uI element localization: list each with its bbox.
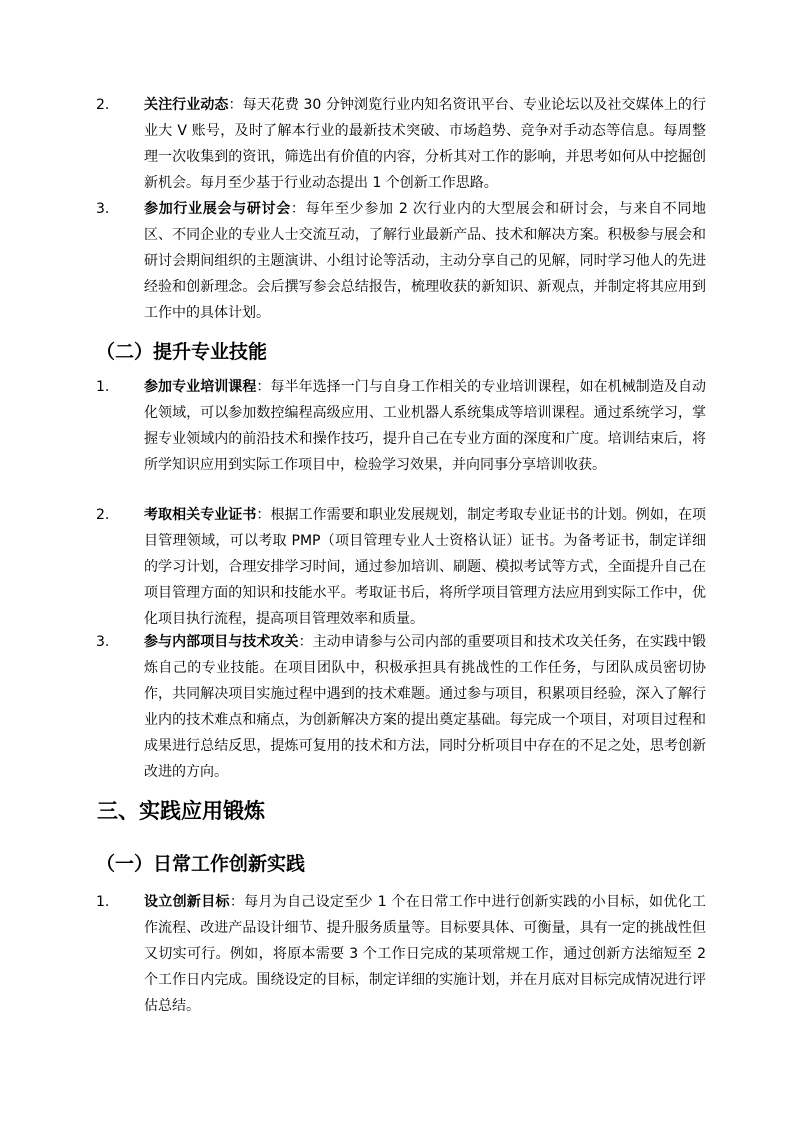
- list-item-text: ：每天花费 30 分钟浏览行业内知名资讯平台、专业论坛以及社交媒体上的行业大 V 账号，及时了解本行业的最新技术突破、市场趋势、竞争对手动态等信息。每周整理一次收集到的资讯，筛选出有价值的内容，分析其对工作的影响，并思考如何从中挖掘创新机会。每月至少基于行业动态提出 1 个创新工作思路。: [144, 97, 707, 191]
- list-item-term: 设立创新目标: [144, 894, 230, 910]
- section-heading-daily-innovation: （一）日常工作创新实践: [96, 853, 306, 875]
- list-number: 1.: [96, 379, 110, 395]
- list-number: 1.: [96, 894, 110, 910]
- section-heading-improve-skills: （二）提升专业技能: [96, 341, 268, 363]
- list-item-term: 参加行业展会与研讨会: [144, 201, 291, 217]
- list-number: 2.: [96, 507, 110, 523]
- list-item-text: ：根据工作需要和职业发展规划，制定考取专业证书的计划。例如，在项目管理领域，可以考取 PMP（项目管理专业人士资格认证）证书。为备考证书，制定详细的学习计划，合理安排学习时间，通过参加培训、刷题、模拟考试等方式，全面提升自己在项目管理方面的知识和技能水平。考取证书后，将所学项目管理方法应用到实际工作中，优化项目执行流程，提高项目管理效率和质量。: [144, 507, 707, 627]
- list-item: [96, 889, 706, 1019]
- list-number: 3.: [96, 634, 110, 650]
- list-item: [96, 92, 706, 196]
- list-item: [96, 374, 706, 478]
- list-item: [96, 196, 706, 326]
- list-item: [96, 502, 706, 632]
- list-item-text: ：每半年选择一门与自身工作相关的专业培训课程，如在机械制造及自动化领域，可以参加数控编程高级应用、工业机器人系统集成等培训课程。通过系统学习，掌握专业领域内的前沿技术和操作技巧，提升自己在专业方面的深度和广度。培训结束后，将所学知识应用到实际工作项目中，检验学习效果，并向同事分享培训收获。: [144, 379, 707, 473]
- list-item: [96, 629, 706, 785]
- list-item-text: ：每年至少参加 2 次行业内的大型展会和研讨会，与来自不同地区、不同企业的专业人士交流互动，了解行业最新产品、技术和解决方案。积极参与展会和研讨会期间组织的主题演讲、小组讨论等活动，主动分享自己的见解，同时学习他人的先进经验和创新理念。会后撰写参会总结报告，梳理收获的新知识、新观点，并制定将其应用到工作中的具体计划。: [144, 201, 707, 321]
- list-item-term: 考取相关专业证书: [144, 507, 257, 523]
- section-heading-practice: 三、实践应用锻炼: [97, 799, 265, 823]
- list-item-term: 参与内部项目与技术攻关: [144, 634, 299, 650]
- list-item-text: ：主动申请参与公司内部的重要项目和技术攻关任务，在实践中锻炼自己的专业技能。在项目团队中，积极承担具有挑战性的工作任务，与团队成员密切协作，共同解决项目实施过程中遇到的技术难题。通过参与项目，积累项目经验，深入了解行业内的技术难点和痛点，为创新解决方案的提出奠定基础。每完成一个项目，对项目过程和成果进行总结反思，提炼可复用的技术和方法，同时分析项目中存在的不足之处，思考创新改进的方向。: [144, 634, 707, 780]
- list-item-body: [144, 502, 706, 632]
- list-number: 3.: [96, 201, 110, 217]
- list-item-term: 参加专业培训课程: [144, 379, 257, 395]
- list-number: 2.: [96, 97, 110, 113]
- list-item-term: 关注行业动态: [144, 97, 229, 113]
- list-item-body: [144, 889, 706, 1019]
- list-item-body: [144, 196, 706, 326]
- list-item-text: ：每月为自己设定至少 1 个在日常工作中进行创新实践的小目标，如优化工作流程、改进产品设计细节、提升服务质量等。目标要具体、可衡量，具有一定的挑战性但又切实可行。例如，将原本需要 3 个工作日完成的某项常规工作，通过创新方法缩短至 2 个工作日内完成。围绕设定的目标，制定详细的实施计划，并在月底对目标完成情况进行评估总结。: [144, 894, 706, 1014]
- list-item-body: [144, 92, 706, 196]
- list-item-body: [144, 629, 706, 785]
- list-item-body: [144, 374, 706, 478]
